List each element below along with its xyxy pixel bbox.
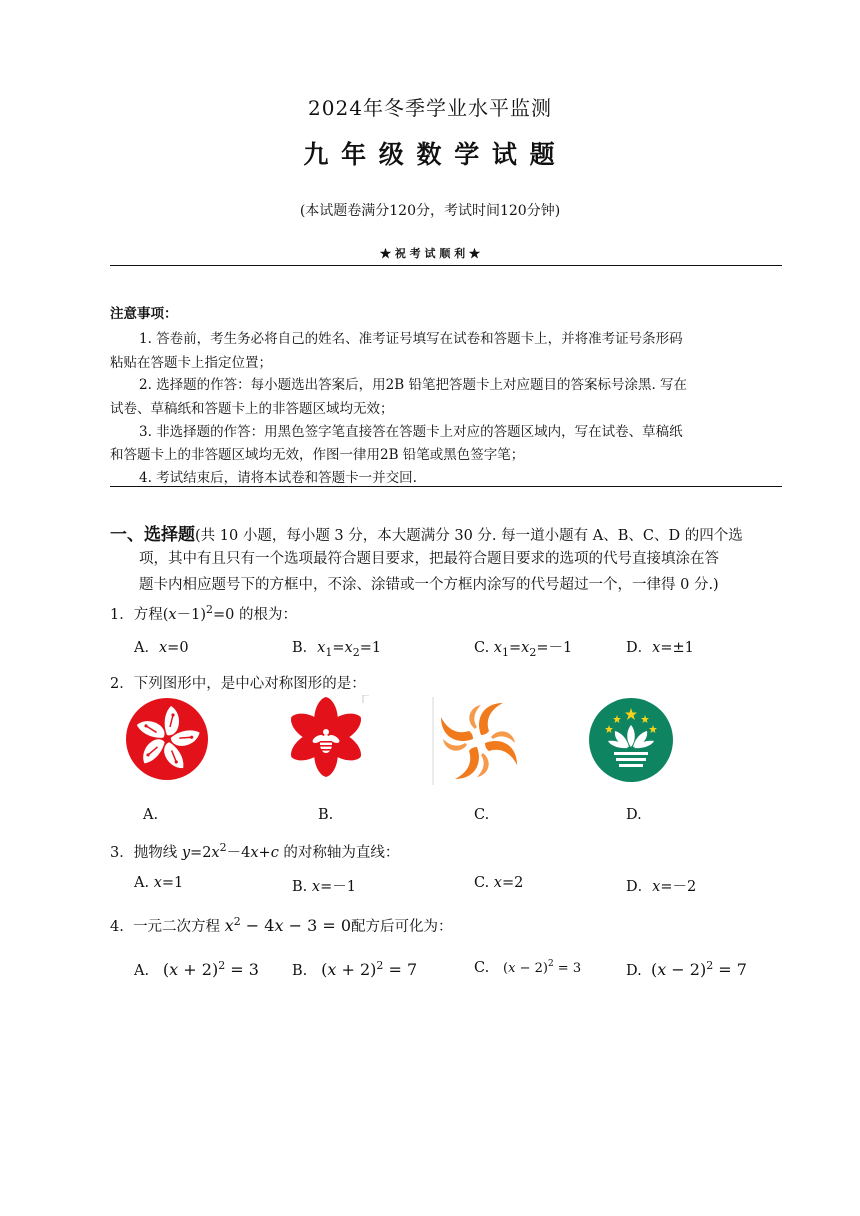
q-text: + xyxy=(258,845,271,861)
opt-var: x xyxy=(521,640,530,656)
q-text: 下列图形中，是中心对称图形的是： xyxy=(133,676,366,692)
q-var: x xyxy=(168,607,177,623)
q1-option-c xyxy=(474,636,572,657)
opt-label: D． xyxy=(626,879,653,895)
opt-text: = 7 xyxy=(383,960,418,979)
opt-label: B. xyxy=(292,963,308,979)
note-line: 粘贴在答题卡上指定位置； xyxy=(110,355,272,371)
q1-option-b xyxy=(292,636,381,657)
opt-text: = 3 xyxy=(553,961,582,976)
q-text: 配方后可化为： xyxy=(351,919,453,935)
notes-rule xyxy=(110,486,782,487)
good-luck-banner: ★ 祝 考 试 顺 利 ★ xyxy=(380,247,480,260)
q-var: x xyxy=(211,845,220,861)
opt-text: = xyxy=(508,640,522,656)
opt-text: ( xyxy=(650,960,658,979)
opt-text: ( xyxy=(162,960,170,979)
q4-option-a xyxy=(134,960,259,979)
q4-option-c xyxy=(474,960,581,976)
opt-var: x xyxy=(652,640,661,656)
question-1 xyxy=(110,603,297,624)
opt-text: + 2) xyxy=(178,960,219,979)
orange-swirl-logo-icon xyxy=(432,697,522,785)
q-exp: 2 xyxy=(205,603,213,617)
opt-text: = xyxy=(332,640,345,656)
opt-var: x xyxy=(657,960,667,979)
macau-emblem-icon xyxy=(588,697,674,783)
opt-label: B. xyxy=(292,879,312,895)
note-line: 试卷、草稿纸和答题卡上的非答题区域均无效； xyxy=(110,401,394,417)
opt-text: =1 xyxy=(161,875,184,891)
q3-option-b xyxy=(292,875,356,896)
q-text: − 3 = 0 xyxy=(283,916,352,935)
q2-option-a: A. xyxy=(143,807,159,823)
q2-option-d: D. xyxy=(626,807,642,823)
note-line: 4. 考试结束后，请将本试卷和答题卡一并交回. xyxy=(139,470,417,486)
opt-text: − 2) xyxy=(515,961,548,976)
question-number: 3． xyxy=(110,845,134,861)
note-line: 3. 非选择题的作答：用黑色签字笔直接答在答题卡上对应的答题区域内，写在试卷、草稿纸 xyxy=(139,424,683,440)
opt-label: C. xyxy=(474,960,490,976)
note-line: 1. 答卷前，考生务必将自己的姓名、准考证号填写在试卷和答题卡上，并将准考证号条形码 xyxy=(139,331,683,347)
opt-text: =±1 xyxy=(660,640,694,656)
opt-label: C. xyxy=(474,640,494,656)
q2-option-b: B. xyxy=(318,807,334,823)
opt-var: x xyxy=(508,961,516,976)
opt-var: x xyxy=(493,875,502,891)
exam-subtitle: 2024年冬季学业水平监测 xyxy=(308,96,552,120)
opt-var: x xyxy=(327,960,337,979)
hong-kong-emblem-icon xyxy=(125,697,209,781)
opt-sub: 1 xyxy=(501,645,509,659)
opt-text: =－1 xyxy=(320,879,356,895)
opt-var: x xyxy=(169,960,179,979)
opt-exp: 2 xyxy=(376,959,384,973)
question-number: 4. xyxy=(110,919,124,935)
opt-var: x xyxy=(311,879,321,895)
section-desc: (共 10 小题，每小题 3 分，本大题满分 30 分. 每一道小题有 A、B、C、D 的四个选 xyxy=(195,528,743,544)
exam-info: (本试题卷满分120分，考试时间120分钟) xyxy=(299,203,561,219)
q1-option-d xyxy=(626,636,694,657)
opt-sub: 1 xyxy=(325,645,333,659)
opt-label: D． xyxy=(626,640,653,656)
opt-text: + 2) xyxy=(336,960,377,979)
opt-exp: 2 xyxy=(706,959,714,973)
q-var: x xyxy=(274,916,284,935)
opt-var: x xyxy=(158,640,168,656)
exam-title: 九 年 级 数 学 试 题 xyxy=(303,140,557,169)
opt-text: =－2 xyxy=(660,879,697,895)
section-heading xyxy=(110,520,743,545)
q3-option-a xyxy=(134,875,183,891)
header-rule xyxy=(110,265,782,266)
opt-text: =1 xyxy=(359,640,382,656)
section-desc: 项，其中有且只有一个选项最符合题目要求，把最符合题目要求的选项的代号直接填涂在答 xyxy=(139,551,719,567)
opt-label: D. xyxy=(626,963,642,979)
q-text: 一元二次方程 xyxy=(133,919,225,935)
q-text: －1) xyxy=(176,607,206,623)
q-text: －4 xyxy=(226,845,251,861)
q-exp: 2 xyxy=(233,915,241,929)
question-2 xyxy=(110,672,366,693)
opt-text: ( xyxy=(321,960,328,979)
opt-label: A. xyxy=(134,963,150,979)
opt-text: = 3 xyxy=(225,960,259,979)
q4-option-d xyxy=(626,960,747,979)
notes-heading: 注意事项： xyxy=(110,306,178,322)
opt-exp: 2 xyxy=(218,959,226,973)
q1-option-a xyxy=(134,636,189,657)
opt-exp: 2 xyxy=(547,959,554,970)
question-number: 2． xyxy=(110,676,134,692)
q-var: y xyxy=(181,845,191,861)
q-text: 抛物线 xyxy=(133,845,182,861)
opt-label: A. xyxy=(134,875,154,891)
question-number: 1． xyxy=(110,607,134,623)
opt-label: A． xyxy=(134,640,159,656)
opt-label: C. xyxy=(474,875,494,891)
red-flower-emblem-icon xyxy=(283,695,371,783)
q-var: x xyxy=(250,845,259,861)
q-text: 方程( xyxy=(133,607,169,623)
opt-text: = 7 xyxy=(713,960,747,979)
opt-text: ( xyxy=(503,961,509,976)
q-var: x xyxy=(224,916,234,935)
opt-var: x xyxy=(493,640,502,656)
question-3 xyxy=(110,841,399,862)
q-var: c xyxy=(270,845,279,861)
question-4 xyxy=(110,915,453,936)
note-line: 2. 选择题的作答：每小题选出答案后，用2B 铅笔把答题卡上对应题目的答案标号涂黑. 写在 xyxy=(139,377,688,393)
opt-sub: 2 xyxy=(352,645,360,659)
opt-text: =0 xyxy=(167,640,189,656)
opt-text: − 2) xyxy=(666,960,707,979)
opt-label: B． xyxy=(292,640,318,656)
section-title: 一、选择题 xyxy=(110,525,195,545)
opt-var: x xyxy=(153,875,162,891)
opt-var: x xyxy=(652,879,661,895)
section-desc: 题卡内相应题号下的方框中，不涂、涂错或一个方框内涂写的代号超过一个，一律得 0 分.) xyxy=(139,577,719,593)
q3-option-c xyxy=(474,875,523,891)
opt-sub: 2 xyxy=(529,645,537,659)
q4-option-b xyxy=(292,960,417,979)
q2-option-c: C. xyxy=(474,807,490,823)
opt-var: x xyxy=(317,640,326,656)
note-line: 和答题卡上的非答题区域均无效，作图一律用2B 铅笔或黑色签字笔； xyxy=(110,447,525,463)
q-text: − 4 xyxy=(240,916,275,935)
q-text: =2 xyxy=(190,845,212,861)
q-text: =0 的根为： xyxy=(212,607,297,623)
opt-text: =2 xyxy=(501,875,524,891)
q-exp: 2 xyxy=(219,841,227,855)
opt-var: x xyxy=(344,640,353,656)
q-text: 的对称轴为直线： xyxy=(278,845,400,861)
opt-text: =－1 xyxy=(536,640,573,656)
q3-option-d xyxy=(626,875,696,896)
